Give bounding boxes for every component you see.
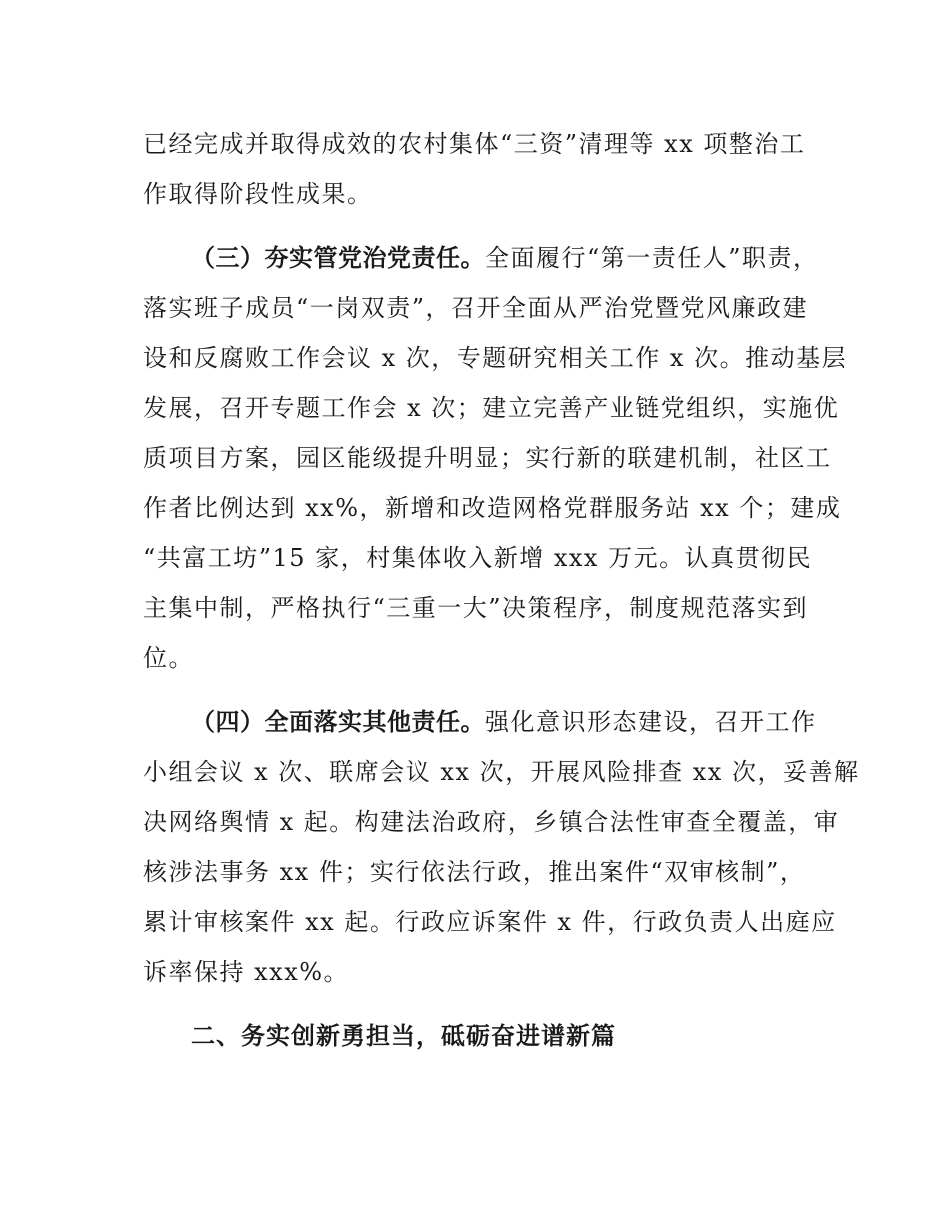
paragraph-line: 落实班子成员“一岗双责”，召开全面从严治党暨党风廉政建	[143, 294, 809, 322]
paragraph-line: 已经完成并取得成效的农村集体“三资”清理等 xx 项整治工	[143, 130, 806, 158]
paragraph-first-line	[191, 243, 819, 273]
paragraph-line: 位。	[143, 644, 194, 672]
paragraph-line: 累计审核案件 xx 起。行政应诉案件 x 件，行政负责人出庭应	[143, 908, 837, 936]
paragraph-first-line	[191, 707, 817, 737]
paragraph-line: 核涉法事务 xx 件；实行依法行政，推出案件“双审核制”，	[143, 858, 806, 886]
paragraph-line: 作者比例达到 xx%，新增和改造网格党群服务站 xx 个；建成	[143, 494, 842, 522]
paragraph-text: 强化意识形态建设，召开工作	[485, 708, 817, 736]
paragraph-line: 主集中制，严格执行“三重一大”决策程序，制度规范落实到	[143, 594, 809, 622]
paragraph-line: 发展，召开专题工作会 x 次；建立完善产业链党组织，实施优	[143, 394, 840, 422]
paragraph-heading: （三）夯实管党治党责任。	[191, 244, 485, 272]
paragraph-line: 小组会议 x 次、联席会议 xx 次，开展风险排查 xx 次，妥善解	[143, 758, 860, 786]
paragraph-line: 设和反腐败工作会议 x 次，专题研究相关工作 x 次。推动基层	[143, 344, 848, 372]
paragraph-line: “共富工坊”15 家，村集体收入新增 xxx 万元。认真贯彻民	[143, 544, 813, 572]
paragraph-heading: （四）全面落实其他责任。	[191, 708, 485, 736]
paragraph-line: 作取得阶段性成果。	[143, 180, 373, 208]
section-heading: 二、务实创新勇担当，砥砺奋进谱新篇	[191, 1022, 616, 1050]
paragraph-text: 全面履行“第一责任人”职责，	[485, 244, 819, 272]
paragraph-line: 诉率保持 xxx%。	[143, 958, 350, 986]
paragraph-line: 质项目方案，园区能级提升明显；实行新的联建机制，社区工	[143, 444, 832, 472]
paragraph-line: 决网络舆情 x 起。构建法治政府，乡镇合法性审查全覆盖，审	[143, 808, 840, 836]
